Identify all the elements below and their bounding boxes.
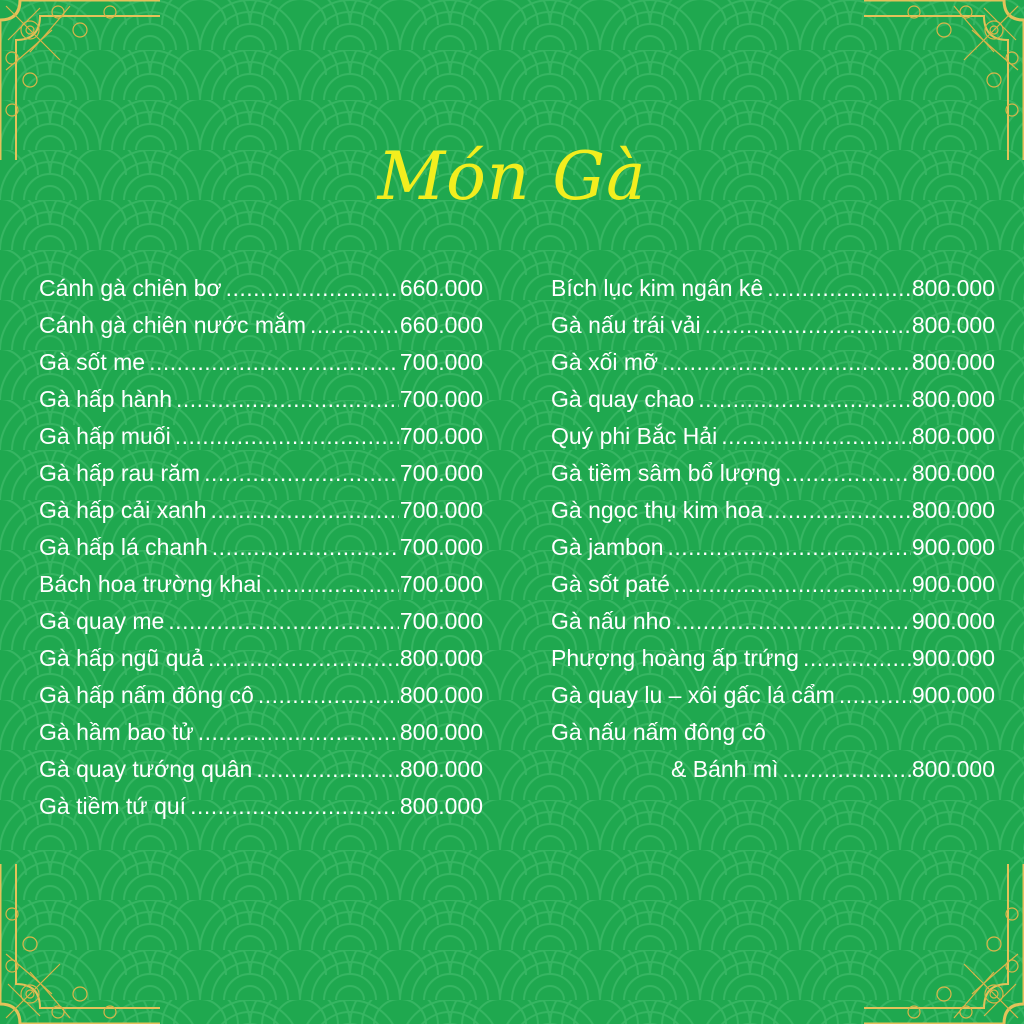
menu-item [551,529,995,566]
menu-item [39,714,483,751]
menu-item-price: 700.000 [399,571,483,597]
dot-leader [803,640,911,677]
menu-item-name: Gà sốt me [39,349,146,375]
menu-item-name: Bích lục kim ngân kê [551,275,764,301]
dot-leader [698,381,911,418]
menu-item [39,307,483,344]
menu-item-name: Gà tiềm tứ quí [39,793,187,819]
floral-corner-ornament [0,864,160,1024]
dot-leader [149,344,399,381]
menu-item [39,751,483,788]
menu-item [39,603,483,640]
menu-column-left [39,270,483,825]
menu-item-name: Gà hấp nấm đông cô [39,682,254,708]
dot-leader [705,307,911,344]
menu-item-price: 700.000 [399,608,483,634]
dot-leader [175,418,399,455]
menu-item-price: 800.000 [911,460,995,486]
dot-leader [265,566,399,603]
menu-item [39,344,483,381]
dot-leader [208,640,399,677]
dot-leader [226,270,399,307]
dot-leader [675,603,911,640]
menu-item-name: Gà hấp muối [39,423,171,449]
menu-item [551,381,995,418]
menu-item [551,714,995,751]
menu-item-price: 800.000 [399,719,483,745]
menu-item-price: 700.000 [399,534,483,560]
menu-item [39,418,483,455]
menu-item [551,344,995,381]
dot-leader [674,566,911,603]
menu-item-price: 800.000 [911,275,995,301]
menu-item-name: Gà jambon [551,534,664,560]
menu-item [551,270,995,307]
menu-item [551,307,995,344]
menu-item-name: Cánh gà chiên bơ [39,275,222,301]
menu-item-price: 900.000 [911,682,995,708]
menu-item-price: 800.000 [911,756,995,782]
menu-item-price: 660.000 [399,275,483,301]
menu-item-name: Gà hấp cải xanh [39,497,207,523]
dot-leader [211,492,399,529]
dot-leader [782,751,910,788]
menu-item-name: Gà nấu trái vải [551,312,701,338]
menu-item-name: Gà hấp lá chanh [39,534,208,560]
dot-leader [721,418,911,455]
menu-item [39,492,483,529]
menu-item [39,455,483,492]
menu-item-price: 700.000 [399,349,483,375]
menu-item-price: 800.000 [911,349,995,375]
menu-item-price: 700.000 [399,497,483,523]
menu-item-price: 900.000 [911,608,995,634]
menu-item-name: Gà ngọc thụ kim hoa [551,497,764,523]
menu-item-name: Gà sốt paté [551,571,670,597]
menu-item-price: 800.000 [399,682,483,708]
dot-leader [168,603,399,640]
menu-item-price: 700.000 [399,423,483,449]
menu-column-right [551,270,995,788]
dot-leader [258,677,399,714]
menu-item-name: Gà hầm bao tử [39,719,194,745]
menu-item [39,788,483,825]
dot-leader [176,381,399,418]
menu-item [39,677,483,714]
menu-item-price: 800.000 [399,756,483,782]
menu-item [551,640,995,677]
menu-item [551,566,995,603]
menu-item-price: 900.000 [911,571,995,597]
menu-item [39,640,483,677]
menu-item-price: 800.000 [911,423,995,449]
menu-item-price: 800.000 [399,793,483,819]
menu-item-name: Gà tiềm sâm bổ lượng [551,460,781,486]
menu-item [551,751,995,788]
menu-item-name: & Bánh mì [671,756,779,782]
menu-item-price: 800.000 [911,312,995,338]
dot-leader [767,270,911,307]
floral-corner-ornament [0,0,160,160]
menu-item-price: 700.000 [399,460,483,486]
menu-item-price: 800.000 [399,645,483,671]
menu-item [551,603,995,640]
menu-item-name: Gà xối mỡ [551,349,659,375]
menu-item [551,455,995,492]
menu-item [551,418,995,455]
menu-item-price: 800.000 [911,497,995,523]
menu-item-name: Bách hoa trường khai [39,571,262,597]
menu-item-name: Quý phi Bắc Hải [551,423,718,449]
floral-corner-ornament [864,864,1024,1024]
dot-leader [190,788,399,825]
dot-leader [662,344,911,381]
menu-item-name: Gà hấp rau răm [39,460,201,486]
dot-leader [198,714,399,751]
menu-item-name: Gà nấu nho [551,608,672,634]
menu-item-name: Gà quay tướng quân [39,756,253,782]
menu-item [39,566,483,603]
menu-item-price: 700.000 [399,386,483,412]
menu-item [551,492,995,529]
menu-item-price: 660.000 [399,312,483,338]
dot-leader [310,307,399,344]
menu-item-name: Gà hấp ngũ quả [39,645,204,671]
menu-item [551,677,995,714]
menu-item [39,529,483,566]
dot-leader [767,492,911,529]
dot-leader [668,529,911,566]
floral-corner-ornament [864,0,1024,160]
menu-item [39,381,483,418]
menu-item-price: 800.000 [911,386,995,412]
menu-item-price: 900.000 [911,534,995,560]
dot-leader [212,529,399,566]
menu-item-name: Phượng hoàng ấp trứng [551,645,799,671]
dot-leader [256,751,399,788]
menu-item-name: Gà nấu nấm đông cô [551,719,766,745]
menu-item-name: Gà hấp hành [39,386,173,412]
menu-item-price: 900.000 [911,645,995,671]
menu-item [39,270,483,307]
dot-leader [839,677,911,714]
menu-item-name: Gà quay chao [551,386,695,412]
dot-leader [204,455,399,492]
dot-leader [785,455,911,492]
menu-item-name: Gà quay lu – xôi gấc lá cẩm [551,682,835,708]
page-title: Món Gà [377,138,647,215]
menu-item-name: Gà quay me [39,608,165,634]
menu-item-name: Cánh gà chiên nước mắm [39,312,306,338]
